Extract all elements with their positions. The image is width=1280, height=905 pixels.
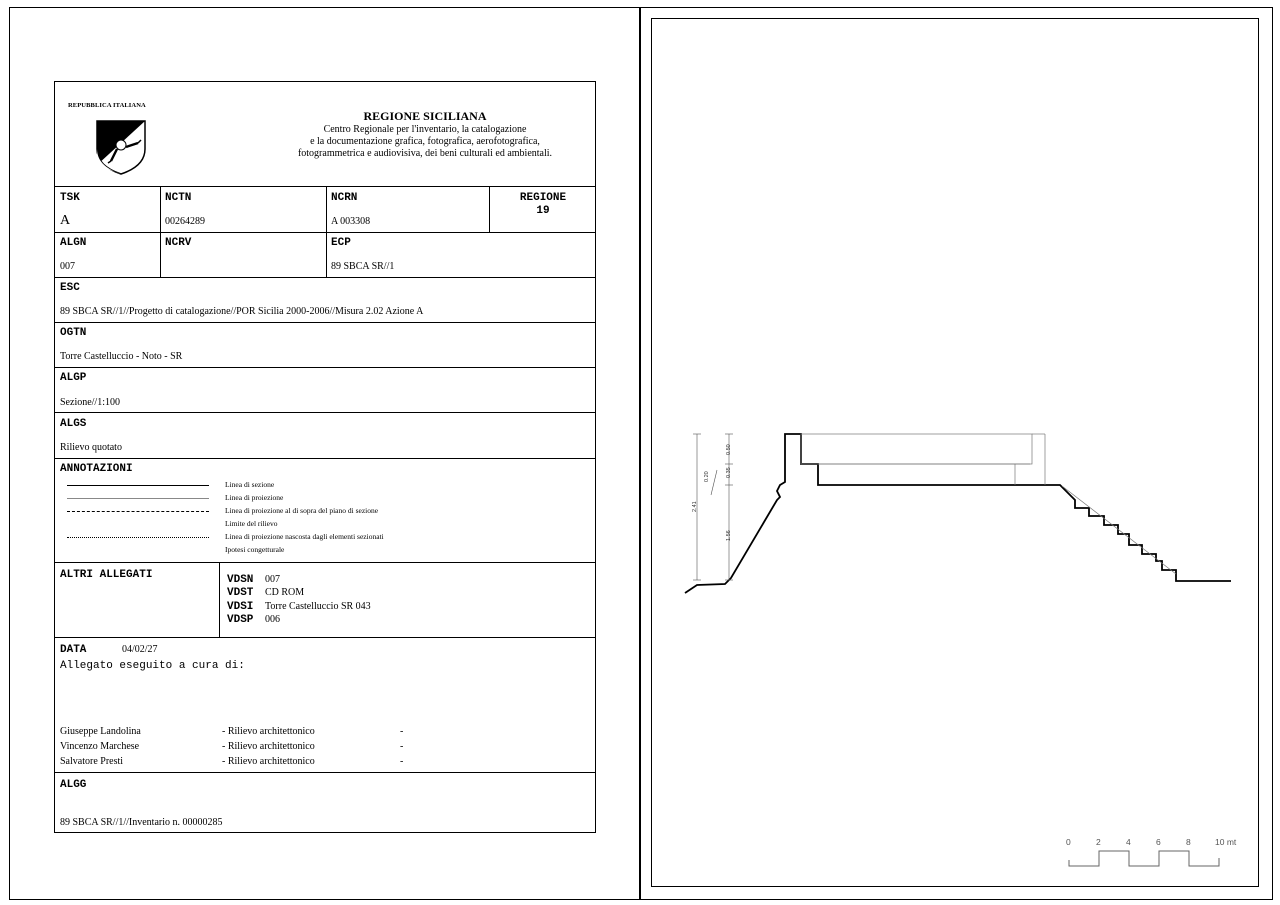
ncrv-label: NCRV [165, 237, 192, 249]
algn-label: ALGN [60, 237, 87, 249]
person-role: - Rilievo architettonico [222, 726, 315, 737]
person-role: - Rilievo architettonico [222, 756, 315, 767]
person-name: Vincenzo Marchese [60, 741, 140, 752]
vd-value: CD ROM [265, 587, 305, 598]
legend-text: Ipotesi congetturale [225, 545, 285, 554]
annotazioni-label: ANNOTAZIONI [60, 463, 133, 475]
credits-heading: Allegato eseguito a cura di: [60, 660, 245, 672]
data-value: 04/02/27 [122, 644, 158, 655]
person-role: - Rilievo architettonico [222, 741, 315, 752]
vd-key: VDSI [227, 601, 254, 613]
ecp-value: 89 SBCA SR//1 [331, 261, 395, 272]
ncrn-label: NCRN [331, 192, 358, 204]
algp-value: Sezione//1:100 [60, 397, 120, 408]
tsk-value: A [60, 213, 71, 228]
scale-tick-label: 8 [1186, 837, 1191, 847]
dim-label: 2.41 [692, 501, 698, 512]
data-label: DATA [60, 644, 87, 656]
projection-lines [801, 434, 1176, 574]
scale-tick-label: 0 [1066, 837, 1071, 847]
region-subtitle-line: Centro Regionale per l'inventario, la catalogazione [323, 124, 527, 135]
regione-value: 19 [536, 205, 550, 217]
nctn-label: NCTN [165, 192, 192, 204]
esc-label: ESC [60, 282, 80, 294]
ncrn-value: A 003308 [331, 216, 371, 227]
vd-value: 007 [265, 574, 280, 585]
person-name: Giuseppe Landolina [60, 726, 141, 737]
legend-text: Linea di proiezione al di sopra del piano di sezione [225, 506, 379, 515]
dimension-labels [692, 444, 732, 541]
legend-text: Linea di sezione [225, 480, 275, 489]
algg-label: ALGG [60, 779, 87, 791]
vd-value: Torre Castelluccio SR 043 [265, 601, 371, 612]
legend-text: Limite del rilievo [225, 519, 278, 528]
scale-tick-label: 10 mt [1215, 837, 1237, 847]
algp-label: ALGP [60, 372, 87, 384]
vd-value: 006 [265, 614, 280, 625]
dim-label: 0.35 [726, 467, 732, 478]
section-outline [685, 434, 1231, 593]
person-dash: - [400, 756, 404, 767]
ogtn-value: Torre Castelluccio - Noto - SR [60, 351, 183, 362]
nctn-value: 00264289 [165, 216, 205, 227]
ecp-label: ECP [331, 237, 351, 249]
vd-key: VDSP [227, 614, 254, 626]
person-name: Salvatore Presti [60, 756, 124, 767]
vd-key: VDST [227, 587, 254, 599]
scale-tick-label: 4 [1126, 837, 1131, 847]
person-dash: - [400, 741, 404, 752]
ogtn-label: OGTN [60, 327, 87, 339]
legend-text: Linea di proiezione nascosta dagli elementi sezionati [225, 532, 384, 541]
algg-value: 89 SBCA SR//1//Inventario n. 00000285 [60, 817, 223, 828]
scale-tick-label: 2 [1096, 837, 1101, 847]
region-subtitle-line: fotogrammetrica e audiovisiva, dei beni culturali ed ambientali. [297, 148, 553, 159]
tsk-label: TSK [60, 192, 80, 204]
dim-label: 0.50 [726, 444, 732, 455]
regione-label: REGIONE [519, 192, 567, 204]
legend-text: Linea di proiezione [225, 493, 284, 502]
algs-label: ALGS [60, 418, 87, 430]
region-subtitle-line: e la documentazione grafica, fotografica, aerofotografica, [310, 136, 540, 147]
region-title: REGIONE SICILIANA [363, 109, 487, 123]
republic-label: REPUBBLICA ITALIANA [68, 102, 146, 109]
algs-value: Rilievo quotato [60, 442, 122, 453]
dim-label: 0.20 [704, 471, 710, 482]
esc-value: 89 SBCA SR//1//Progetto di catalogazione//POR Sicilia 2000-2006//Misura 2.02 Azione A [60, 306, 424, 317]
algn-value: 007 [60, 261, 75, 272]
person-dash: - [400, 726, 404, 737]
scale-bar [1066, 837, 1237, 866]
dim-label: 1.56 [726, 530, 732, 541]
scale-tick-label: 6 [1156, 837, 1161, 847]
vd-key: VDSN [227, 574, 254, 586]
altri-allegati-label: ALTRI ALLEGATI [60, 569, 153, 581]
